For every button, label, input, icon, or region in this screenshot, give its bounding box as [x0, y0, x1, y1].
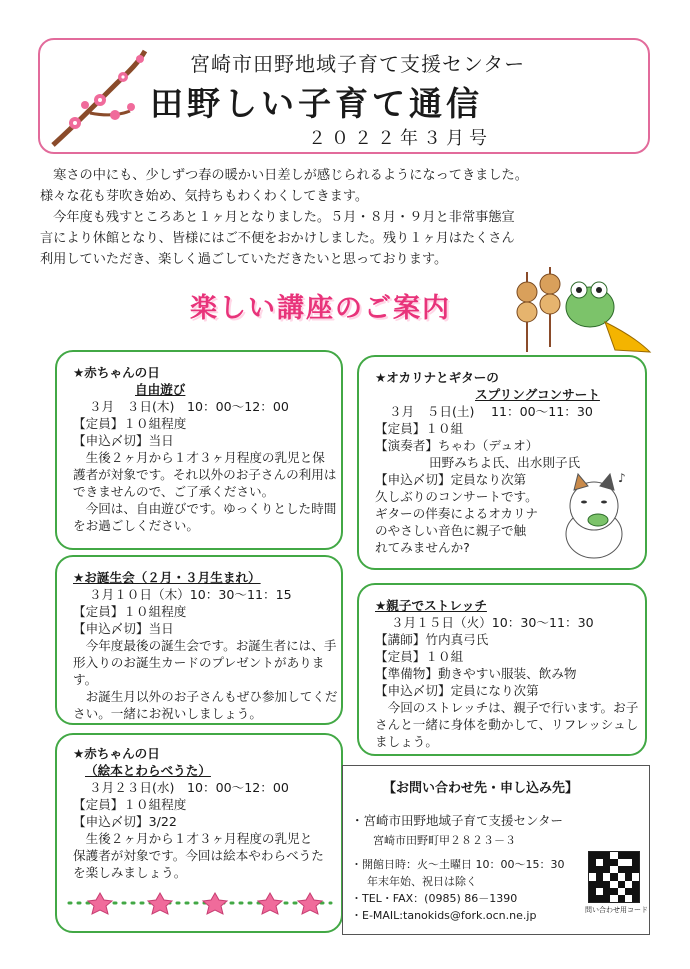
event-apply: 【申込〆切】定員なり次第: [375, 472, 527, 487]
intro-line: 利用していただき、楽しく過ごしていただきたいと思っております。: [40, 252, 448, 267]
event-capacity: 【定員】１０組: [375, 421, 464, 436]
contact-hours: ・開館日時：火～土曜日 10：00～15：30: [351, 858, 565, 871]
frog-dango-illustration: [505, 262, 655, 357]
issue-date: ２０２２年３月号: [308, 128, 492, 149]
event-box-baby-day-free-play: [55, 350, 343, 550]
event-subtitle: 自由遊び: [135, 382, 186, 397]
event-desc: ましょう。: [375, 734, 438, 749]
event-date: ３月１０日（木）10：30～11：15: [89, 587, 292, 602]
cat-ocarina-illustration: [554, 472, 634, 562]
event-desc: をお過ごしください。: [73, 518, 199, 533]
intro-line: 今年度も残すところあと１ヶ月となりました。５月・８月・９月と非常事態宣: [40, 210, 515, 225]
event-date: ３月 ３日(木) 10：00～12：00: [89, 399, 289, 414]
event-desc: さんと一緒に身体を動かして、リフレッシュし: [375, 717, 639, 732]
event-apply: 【申込〆切】定員になり次第: [375, 683, 539, 698]
intro-line: 言により休館となり、皆様にはご不便をおかけしました。残り１ヶ月はたくさん: [40, 231, 515, 246]
flower-garland: [65, 885, 335, 921]
event-subtitle: （絵本とわらべうた）: [85, 763, 211, 778]
event-desc: のやさしい音色に親子で触: [375, 523, 527, 538]
event-desc: 形入りのお誕生カードのプレゼントがありま: [73, 655, 325, 670]
event-desc: 今回のストレッチは、親子で行います。お子: [375, 700, 639, 715]
event-box-ocarina-concert: [357, 355, 647, 570]
center-name: 宮崎市田野地域子育て支援センター: [190, 52, 526, 76]
contact-heading: 【お問い合わせ先・申し込み先】: [383, 781, 579, 796]
event-box-parent-child-stretch: [357, 583, 647, 756]
event-title: ★赤ちゃんの日: [73, 365, 160, 380]
event-instructor: 【講師】竹内真弓氏: [375, 632, 489, 647]
event-desc: 生後２ヶ月から１才３ヶ月程度の乳児と: [73, 831, 313, 846]
event-subtitle: スプリングコンサート: [475, 387, 600, 402]
event-capacity: 【定員】１０組程度: [73, 604, 187, 619]
event-apply: 【申込〆切】3/22: [73, 814, 177, 829]
qr-code[interactable]: [588, 851, 640, 903]
event-items: 【準備物】動きやすい服装、飲み物: [375, 666, 577, 681]
event-title: ★親子でストレッチ: [375, 598, 487, 613]
event-box-baby-day-picture-books: [55, 733, 343, 933]
event-desc: を楽しみましょう。: [73, 865, 187, 880]
event-title: ★オカリナとギターの: [375, 370, 499, 385]
event-desc: できませんので、ご了承ください。: [73, 484, 275, 499]
event-desc: 今年度最後の誕生会です。お誕生者には、手: [73, 638, 337, 653]
event-desc: さい。一緒にお祝いしましょう。: [73, 706, 262, 721]
event-capacity: 【定員】１０組程度: [73, 416, 187, 431]
event-title: ★赤ちゃんの日: [73, 746, 160, 761]
event-performer-names: 田野みちよ氏、出水則子氏: [429, 455, 581, 470]
courses-banner: 楽しい講座のご案内: [190, 293, 451, 324]
event-date: ３月２３日(水) 10：00～12：00: [89, 780, 289, 795]
event-desc: 生後２ヶ月から１才３ヶ月程度の乳児と保: [73, 450, 325, 465]
event-capacity: 【定員】１０組: [375, 649, 464, 664]
intro-line: 様々な花も芽吹き始め、気持ちもわくわくしてきます。: [40, 189, 369, 204]
event-desc: 久しぶりのコンサートです。: [375, 489, 538, 504]
event-desc: 護者が対象です。それ以外のお子さんの利用は: [73, 467, 337, 482]
event-box-birthday-party: [55, 555, 343, 725]
event-title: ★お誕生会（２月・３月生まれ）: [73, 570, 261, 585]
contact-center-name: ・宮崎市田野地域子育て支援センター: [351, 813, 564, 828]
svg-text:♪: ♪: [618, 472, 626, 485]
event-desc: す。: [73, 672, 98, 687]
event-desc: 今回は、自由遊びです。ゆっくりとした時間: [73, 501, 337, 516]
newsletter-title: 田野しい子育て通信: [150, 84, 483, 123]
event-date: ３月１５日（火）10：30～11：30: [391, 615, 594, 630]
contact-box: [342, 765, 650, 935]
intro-line: 寒さの中にも、少しずつ春の暖かい日差しが感じられるようになってきました。: [40, 168, 528, 183]
event-apply: 【申込〆切】当日: [73, 433, 174, 448]
contact-email[interactable]: ・E-MAIL:tanokids@fork.ocn.ne.jp: [351, 909, 537, 922]
contact-tel-fax: ・TEL・FAX：(0985) 86－1390: [351, 892, 518, 905]
event-date: ３月 ５日(土) 11：00～11：30: [389, 404, 593, 419]
intro-text: [40, 165, 660, 270]
event-desc: ギターの伴奏によるオカリナ: [375, 506, 538, 521]
qr-caption: 問い合わせ用コード: [585, 906, 648, 914]
contact-address: 宮崎市田野町甲２８２３－３: [373, 834, 516, 847]
event-apply: 【申込〆切】当日: [73, 621, 174, 636]
event-capacity: 【定員】１０組程度: [73, 797, 187, 812]
event-desc: お誕生月以外のお子さんもぜひ参加してくだ: [73, 689, 338, 704]
event-desc: 保護者が対象です。今回は絵本やわらべうた: [73, 848, 324, 863]
event-desc: れてみませんか?: [375, 540, 470, 555]
contact-holidays: 年末年始、祝日は除く: [367, 875, 477, 888]
event-performer: 【演奏者】ちゃわ（デュオ）: [375, 438, 539, 453]
plum-blossom-illustration: [45, 45, 155, 155]
